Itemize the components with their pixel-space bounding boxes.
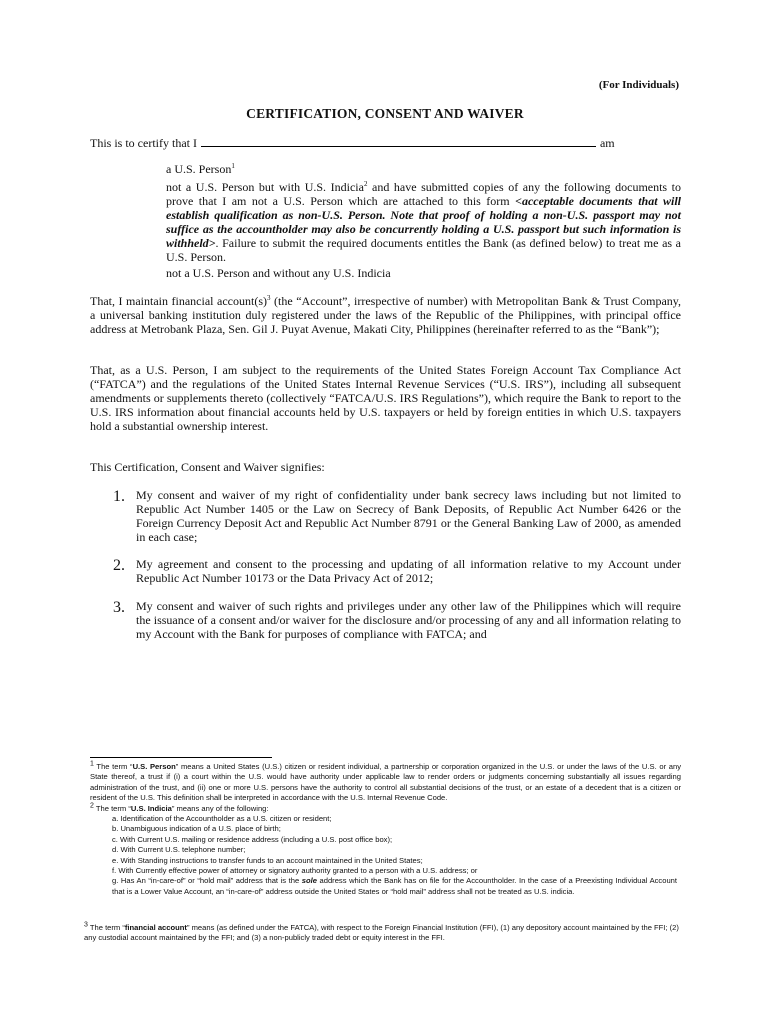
certify-line (90, 135, 680, 151)
option-us-person (166, 162, 681, 176)
paragraph-account-text: That, I maintain financial account(s) (90, 294, 267, 308)
paragraph-account (90, 294, 681, 336)
document-title: CERTIFICATION, CONSENT AND WAIVER (246, 106, 524, 121)
list-item-number: 3. (113, 599, 125, 616)
footnote-text: address which the Bank has on file for the Accountholder. In the case of a Preexisting Individual Account that is a Lower Value Account, an “in-care-of” address outside the United States or “hold mail” address shall not be treated as U.S. indicia. (112, 876, 678, 896)
footnote-term: U.S. Person (132, 762, 176, 771)
footnote-number: 2 (90, 802, 94, 810)
certify-suffix: am (599, 136, 615, 150)
footnote-number: 3 (84, 921, 88, 929)
certify-prefix: This is to certify that I (90, 136, 197, 150)
footnote-list-item: c. With Current U.S. mailing or residence address (including a U.S. post office box); (112, 834, 393, 844)
footnote-list-item (90, 876, 681, 897)
footnote-1 (90, 762, 681, 804)
list-item (113, 488, 681, 544)
footnote-list-item: f. With Currently effective power of attorney or signatory authority granted to a person with a U.S. address; or (112, 866, 478, 876)
option-no-indicia-text: not a U.S. Person and without any U.S. Indicia (166, 266, 391, 280)
footnotes (90, 762, 681, 897)
footnote-2 (90, 804, 681, 814)
footnote-text: The term “ (93, 762, 133, 771)
footnote-text: g. Has An “in-care-of” or “hold mail” address that is the (112, 876, 302, 886)
footnote-number: 1 (90, 760, 94, 768)
list-item-text: My consent and waiver of such rights and privileges under any other law of the Philippines which will require the issuance of a consent and/or waiver for the disclosure and/or processing of any and all information relating to my Account with the Bank for purposes of compliance with FATCA; and (136, 599, 681, 641)
list-item-text: My agreement and consent to the processing and updating of all information relative to my Account under Republic Act Number 10173 or the Data Privacy Act of 2012; (136, 557, 681, 585)
form-type-label: (For Individuals) (598, 79, 679, 91)
footnote-divider (90, 757, 272, 758)
footnote-ref-2: 2 (363, 180, 368, 188)
list-item (113, 557, 681, 585)
footnote-text: ” means a United States (U.S.) citizen or resident individual, a partnership or corporation organized in the U.S. or under the laws of the U.S. or any State thereof, a trust if (i) a court within the U.S. would have authority under applicable law to render orders or judgments concerning substantially all issues regarding administration of the trust, and (ii) one or more U.S. persons have the authority to control all substantial decisions of the trust, or an estate of a decedent that is a citizen or resident of the U.S. This definition shall be interpreted in accordance with the U.S. Internal Revenue Code. (90, 762, 682, 803)
footnote-ref-1: 1 (231, 162, 235, 170)
list-item-number: 2. (113, 557, 125, 574)
paragraph-account-text-b: (the “Account”, irrespective of number) with Metropolitan Bank & Trust Company, a universal banking institution duly registered under the laws of the Republic of the Philippines, with principal office address at Metrobank Plaza, Sen. Gil J. Puyat Avenue, Makati City, Philippines (hereinafter referred to as the “Bank”); (90, 294, 681, 336)
name-blank-field[interactable] (201, 135, 596, 147)
option-no-indicia (166, 266, 681, 280)
footnote-text: ” means (as defined under the FATCA), with respect to the Foreign Financial Institution (FFI), (1) any depository account maintained by the FFI; (2) any custodial account maintained by the FFI; and (3) a non-publicly traded debt or equity interest in the FFI. (84, 923, 679, 943)
option-us-person-text: a U.S. Person (166, 162, 232, 176)
list-item-number: 1. (113, 488, 125, 505)
footnote-ref-3: 3 (267, 294, 271, 302)
paragraph-fatca: That, as a U.S. Person, I am subject to the requirements of the United States Foreign Account Tax Compliance Act (“FATCA”) and the regulations of the United States Internal Revenue Services (“U.S. IRS”), including all subsequent amendments or supplements thereto (collectively “FATCA/U.S. IRS Regulations”), which require the Bank to report to the U.S. IRS information about financial accounts held by U.S. taxpayers or held by foreign entities in which U.S. taxpayers hold a substantial ownership interest. (90, 363, 681, 433)
paragraph-signifies: This Certification, Consent and Waiver signifies: (90, 460, 325, 474)
footnote-list-item: a. Identification of the Accountholder as a U.S. citizen or resident; (112, 814, 332, 824)
option-indicia-text: not a U.S. Person but with U.S. Indicia (166, 180, 364, 194)
footnote-term: U.S. Indicia (130, 803, 172, 813)
footnote-list-item: b. Unambiguous indication of a U.S. place of birth; (112, 824, 281, 834)
footnote-text: The term “ (93, 803, 131, 813)
footnote-text: The term “ (87, 923, 125, 932)
list-item-text: My consent and waiver of my right of confidentiality under bank secrecy laws including but not limited to Republic Act Number 1405 or the Law on Secrecy of Bank Deposits, of Republic Act Number 6426 or the Foreign Currency Deposit Act and Republic Act Number 8791 or the General Banking Law of 2000, as amended in each case; (136, 488, 681, 544)
footnote-term: financial account (124, 923, 187, 932)
option-indicia-text-b: and have submitted copies of any the following documents to prove that I am not a U.S. Person which are attached to this form (166, 180, 681, 208)
list-item (113, 599, 681, 641)
option-indicia-note: <acceptable documents that will establish qualification as non-U.S. Person. Note that proof of holding a non-U.S. passport may not suffice as the accountholder may also be concurrently holding a U.S. passport but such information is withheld> (166, 194, 682, 250)
footnote-list-item: d. With Current U.S. telephone number; (112, 845, 246, 855)
footnote-text: ” means any of the following: (171, 803, 269, 813)
footnote-emphasis: sole (301, 876, 317, 886)
footnote-list-item: e. With Standing instructions to transfer funds to an account maintained in the United States; (112, 855, 423, 865)
footnote-3 (84, 923, 681, 944)
option-indicia-text-c: . Failure to submit the required documents entitles the Bank (as defined below) to treat me as a U.S. Person. (166, 236, 681, 264)
option-us-indicia (166, 180, 681, 264)
